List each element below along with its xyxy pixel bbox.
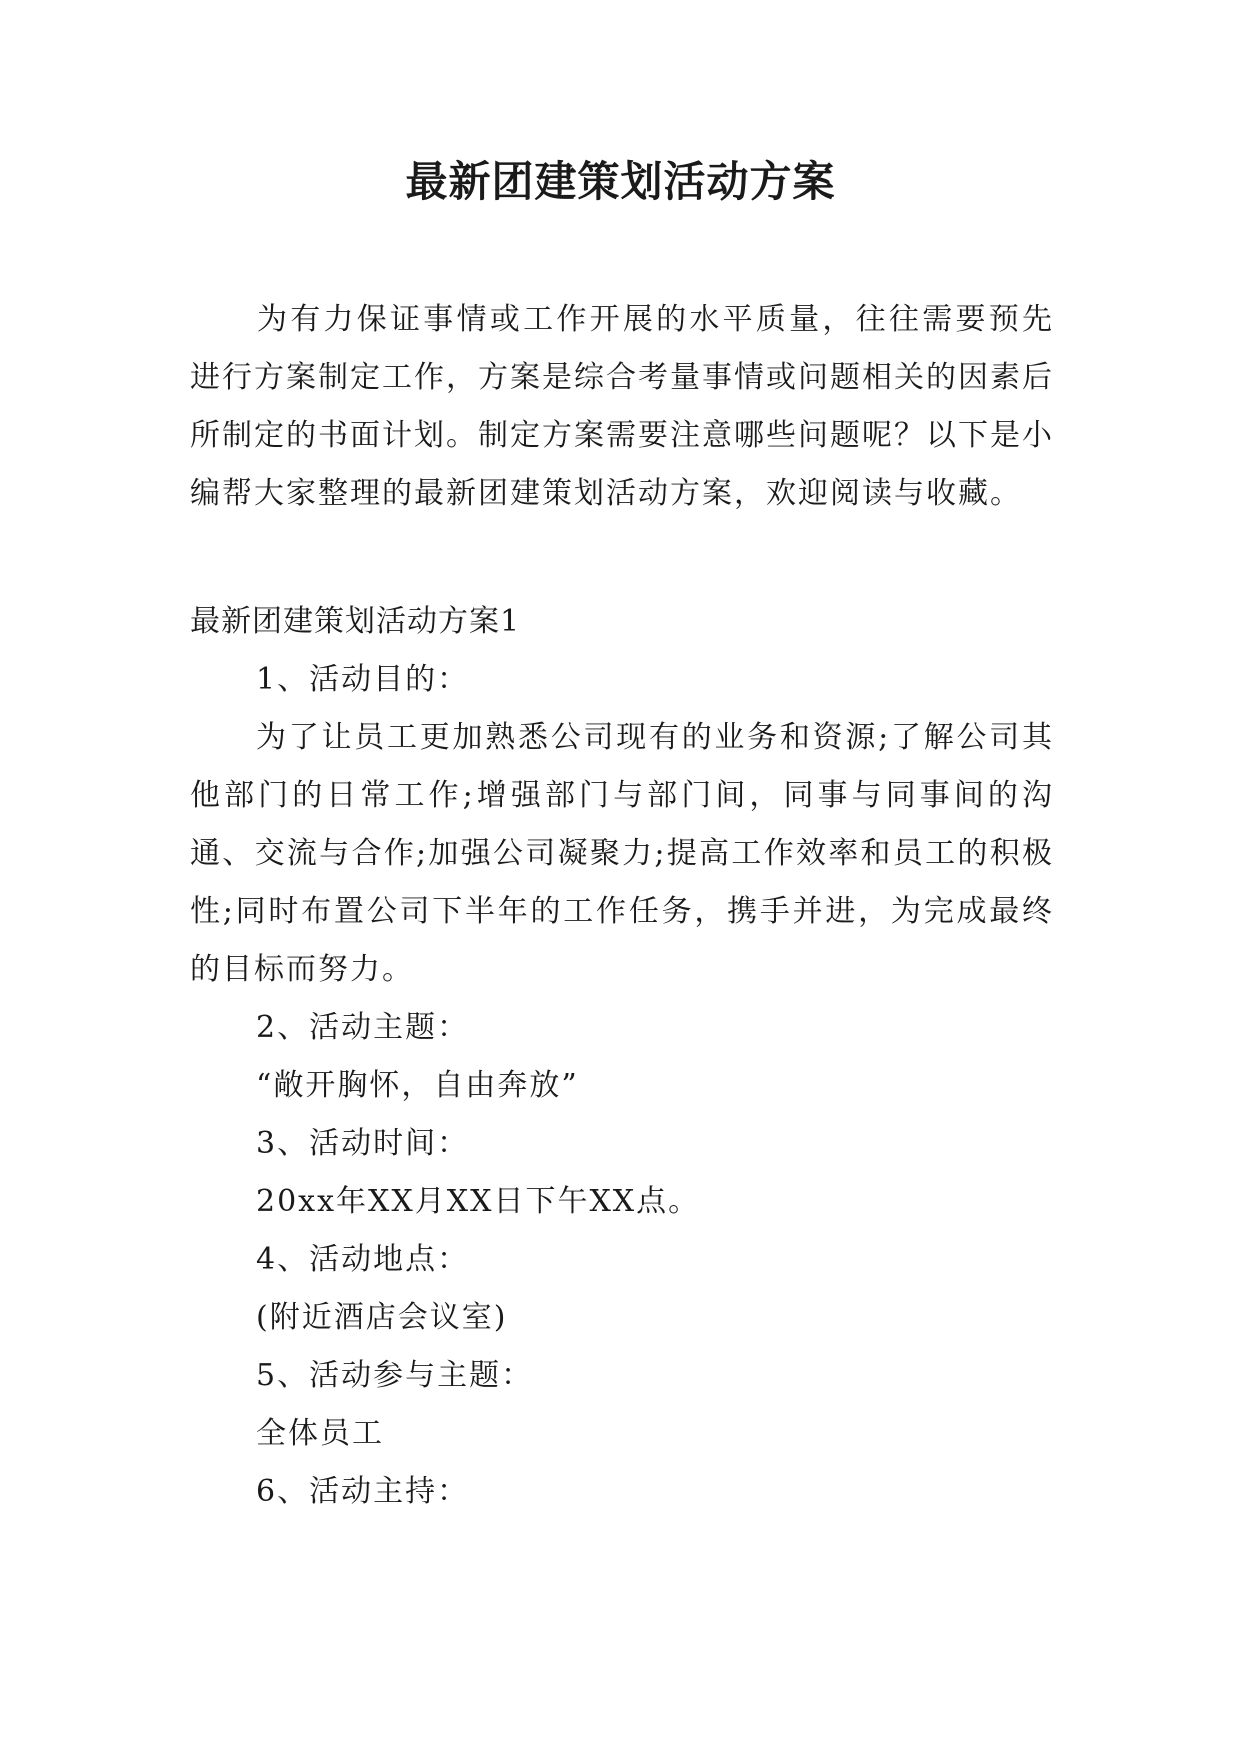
- activity-participants-text: 全体员工: [256, 1416, 384, 1451]
- activity-theme-text: “敞开胸怀，自由奔放”: [256, 1068, 579, 1103]
- document-title: 最新团建策划活动方案: [405, 157, 836, 206]
- activity-purpose-text: 为了让员工更加熟悉公司现有的业务和资源;了解公司其他部门的日常工作;增强部门与部门间，同事与同事间的沟通、交流与合作;加强公司凝聚力;提高工作效率和员工的积极性;同时布置公司下半年的工作任务，携手并进，为完成最终的目标而努力。: [190, 720, 1054, 987]
- activity-location-text: (附近酒店会议室): [256, 1300, 508, 1335]
- activity-purpose-heading: 1、活动目的：: [256, 662, 470, 697]
- intro-paragraph: 为有力保证事情或工作开展的水平质量，往往需要预先进行方案制定工作，方案是综合考量事情或问题相关的因素后所制定的书面计划。制定方案需要注意哪些问题呢？以下是小编帮大家整理的最新团建策划活动方案，欢迎阅读与收藏。: [190, 302, 1054, 511]
- document-body: [190, 291, 1054, 1521]
- activity-time-text: 20xx年XX月XX日下午XX点。: [256, 1184, 701, 1219]
- activity-host-heading: 6、活动主持：: [256, 1474, 470, 1509]
- activity-participants-heading: 5、活动参与主题：: [256, 1358, 534, 1393]
- activity-location-heading: 4、活动地点：: [256, 1242, 470, 1277]
- section-heading: 最新团建策划活动方案1: [190, 604, 521, 639]
- activity-theme-heading: 2、活动主题：: [256, 1010, 470, 1045]
- activity-time-heading: 3、活动时间：: [256, 1126, 470, 1161]
